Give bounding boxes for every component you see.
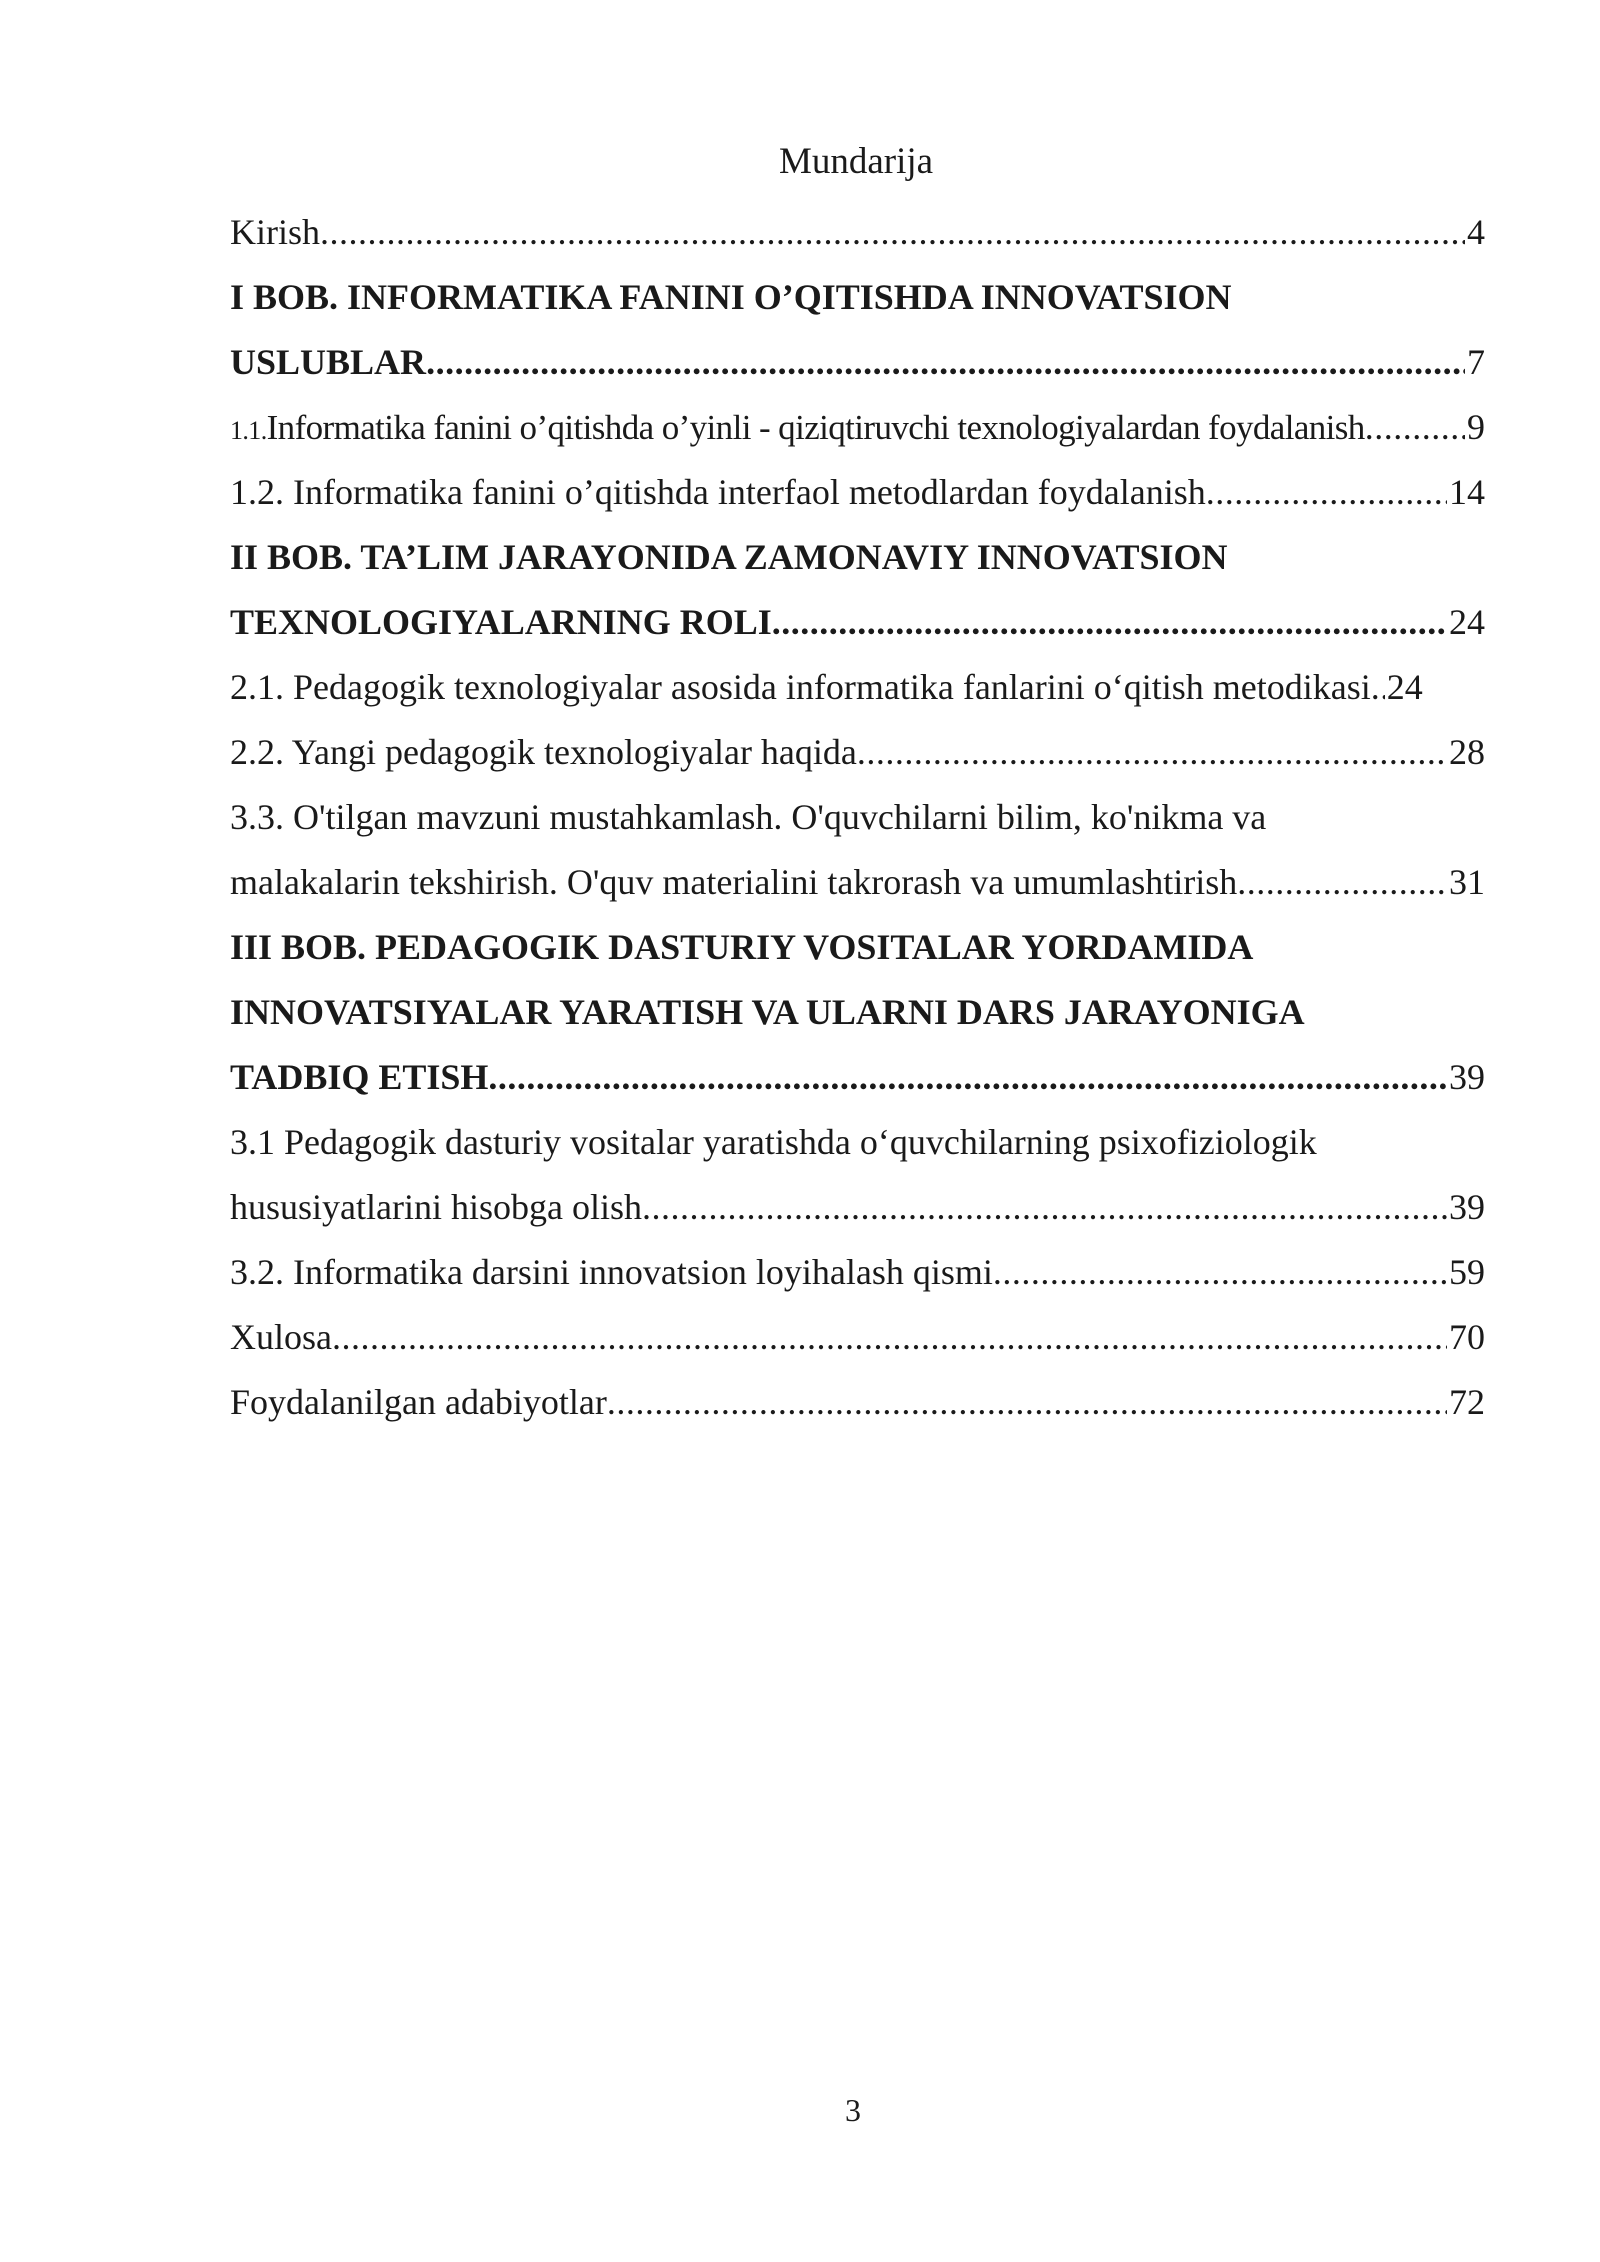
- toc-leader-dots: [772, 590, 1447, 655]
- toc-entry-text: Foydalanilgan adabiyotlar: [230, 1382, 607, 1422]
- toc-page-number: 4: [1467, 212, 1485, 252]
- page-title: Mundarija: [778, 141, 934, 182]
- toc-page-number: 9: [1467, 407, 1485, 447]
- toc-chapter-2-heading-end[interactable]: [230, 590, 1485, 655]
- toc-entry-text: 2.1. Pedagogik texnologiyalar asosida informatika fanlarini o‘qitish metodikasi: [230, 667, 1371, 707]
- toc-chapter-1-heading-end[interactable]: [230, 330, 1485, 395]
- toc-chapter-2-heading[interactable]: [230, 525, 1485, 590]
- page-number: 3: [845, 2092, 861, 2128]
- toc-entry-text: II BOB. TA’LIM JARAYONIDA ZAMONAVIY INNOVATSION: [230, 537, 1228, 577]
- toc-entry-text: malakalarin tekshirish. O'quv materialini takrorash va umumlashtirish: [230, 862, 1238, 902]
- toc-page-number: 24: [1449, 602, 1485, 642]
- toc-section-2-1[interactable]: [230, 655, 1485, 720]
- toc-entry-text: III BOB. PEDAGOGIK DASTURIY VOSITALAR YORDAMIDA: [230, 927, 1254, 967]
- toc-section-1-1[interactable]: [230, 395, 1485, 460]
- toc-leader-space: [1371, 655, 1385, 720]
- toc-leader-dots: [320, 200, 1465, 265]
- table-of-contents: [230, 200, 1485, 1435]
- toc-section-3-3-line-1[interactable]: [230, 785, 1485, 850]
- toc-section-3-1-line-1[interactable]: [230, 1110, 1485, 1175]
- toc-entry-text: hususiyatlarini hisobga olish: [230, 1187, 642, 1227]
- toc-entry-text: I BOB. INFORMATIKA FANINI O’QITISHDA INNOVATSION: [230, 277, 1232, 317]
- toc-entry-adabiyotlar[interactable]: [230, 1370, 1485, 1435]
- toc-page-number: 59: [1449, 1252, 1485, 1292]
- toc-entry-text: TADBIQ ETISH: [230, 1057, 489, 1097]
- toc-section-number: 1.1.Informatika fanini o’qitishda o’yinli - qiziqtiruvchi texnologiyalardan foydalanish: [230, 408, 1365, 447]
- toc-entry-kirish[interactable]: [230, 200, 1485, 265]
- toc-entry-text: 3.3. O'tilgan mavzuni mustahkamlash. O'quvchilarni bilim, ko'nikma va: [230, 797, 1267, 837]
- toc-entry-text: 3.1 Pedagogik dasturiy vositalar yaratishda o‘quvchilarning psixofiziologik: [230, 1122, 1317, 1162]
- toc-leader-dots: [857, 720, 1447, 785]
- toc-leader-dots: [993, 1240, 1447, 1305]
- toc-page-number: 72: [1449, 1382, 1485, 1422]
- toc-section-1-2[interactable]: [230, 460, 1485, 525]
- toc-leader-dots: [426, 330, 1465, 395]
- toc-entry-text: Xulosa: [230, 1317, 332, 1357]
- toc-leader-dots: [1365, 395, 1465, 460]
- toc-leader-dots: [607, 1370, 1447, 1435]
- toc-section-3-2[interactable]: [230, 1240, 1485, 1305]
- toc-page-number: 7: [1467, 342, 1485, 382]
- toc-chapter-3-heading-line-1[interactable]: [230, 915, 1485, 980]
- toc-leader-dots: [1206, 460, 1447, 525]
- toc-page-number: 14: [1449, 472, 1485, 512]
- toc-section-3-3-line-2[interactable]: [230, 850, 1485, 915]
- toc-page-number: 39: [1449, 1057, 1485, 1097]
- toc-entry-text: Informatika fanini o’qitishda o’yinli - qiziqtiruvchi texnologiyalardan foydalanish: [266, 408, 1365, 447]
- toc-page-number: 28: [1449, 732, 1485, 772]
- toc-chapter-3-heading-line-2[interactable]: [230, 980, 1485, 1045]
- toc-section-2-2[interactable]: [230, 720, 1485, 785]
- toc-leader-dots: [642, 1175, 1447, 1240]
- toc-leader-dots: [332, 1305, 1447, 1370]
- toc-entry-text: Kirish: [230, 212, 320, 252]
- toc-entry-text: INNOVATSIYALAR YARATISH VA ULARNI DARS JARAYONIGA: [230, 992, 1305, 1032]
- toc-leader-dots: [1237, 850, 1447, 915]
- toc-page-number: 39: [1449, 1187, 1485, 1227]
- toc-entry-text: 1.2. Informatika fanini o’qitishda interfaol metodlardan foydalanish: [230, 472, 1206, 512]
- toc-leader-dots: [488, 1045, 1447, 1110]
- toc-entry-text: TEXNOLOGIYALARNING ROLI: [230, 602, 772, 642]
- toc-entry-text: 3.2. Informatika darsini innovatsion loyihalash qismi: [230, 1252, 993, 1292]
- toc-page-number: 70: [1449, 1317, 1485, 1357]
- toc-page-number: 31: [1449, 862, 1485, 902]
- toc-chapter-1-heading[interactable]: [230, 265, 1485, 330]
- toc-section-3-1-line-2[interactable]: [230, 1175, 1485, 1240]
- toc-entry-text: 2.2. Yangi pedagogik texnologiyalar haqida: [230, 732, 857, 772]
- toc-page-number: 24: [1386, 667, 1423, 707]
- toc-entry-xulosa[interactable]: [230, 1305, 1485, 1370]
- toc-entry-text: USLUBLAR: [230, 342, 427, 382]
- toc-chapter-3-heading-end[interactable]: [230, 1045, 1485, 1110]
